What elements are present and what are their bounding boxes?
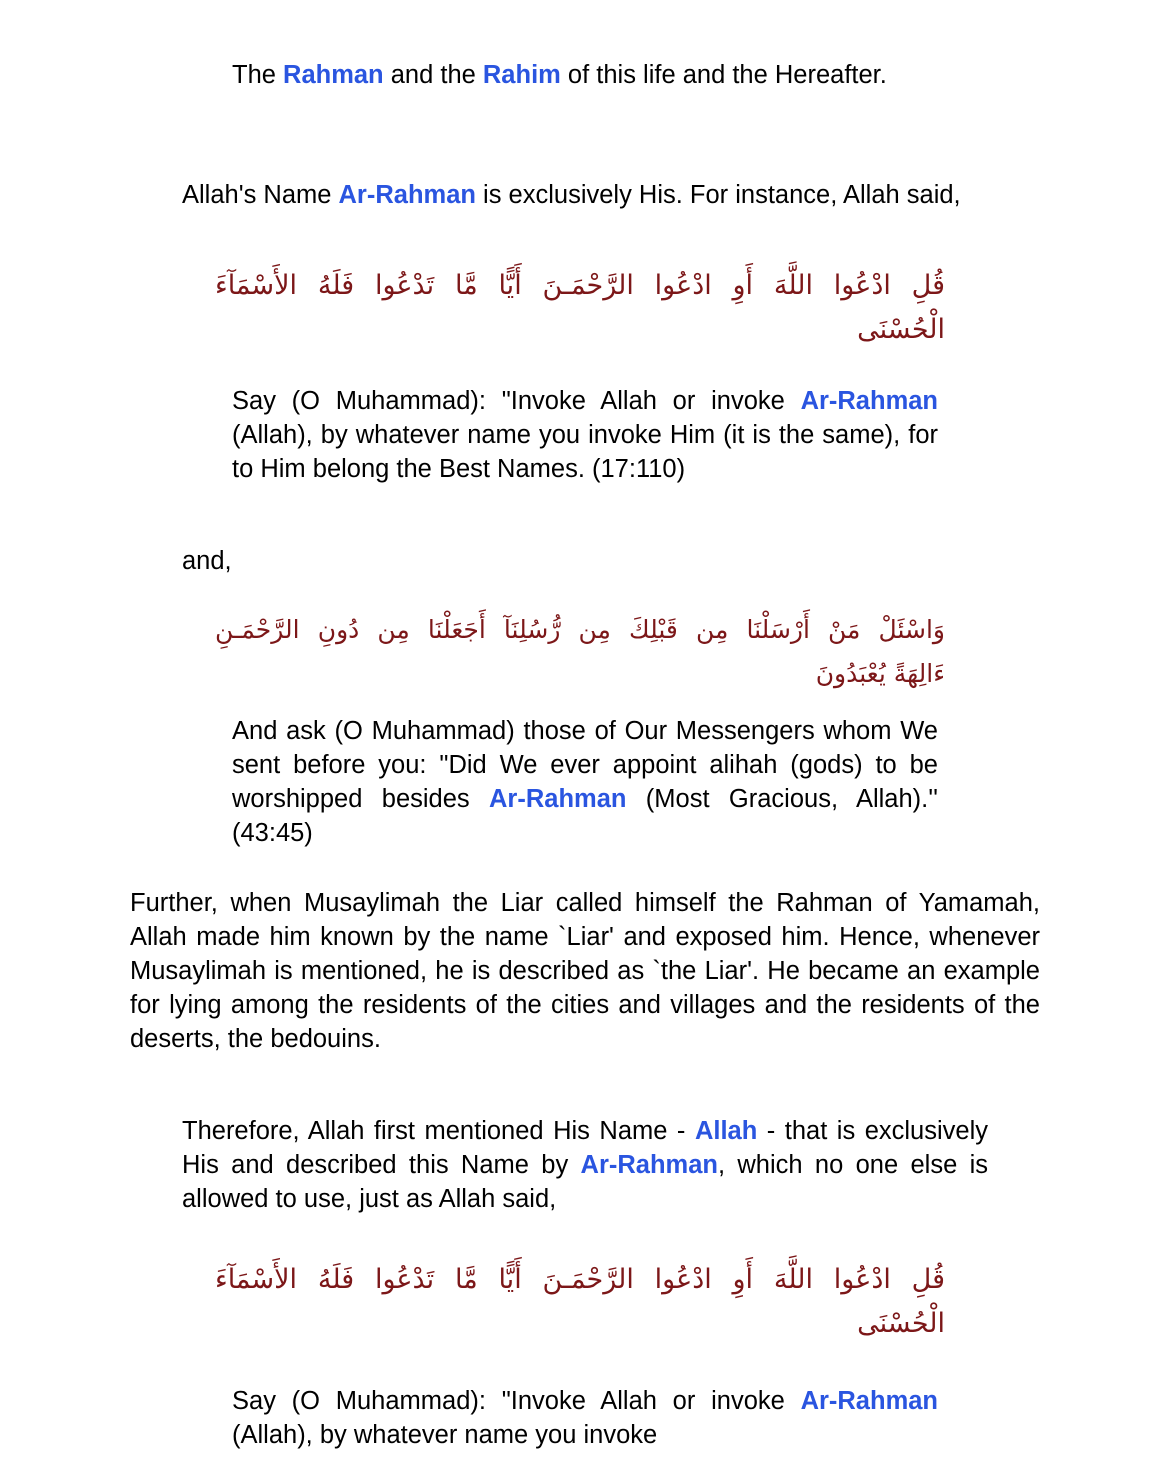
arabic-line: وَاسْئَلْ مَنْ أَرْسَلْنَا مِن قَبْلِكَ مِن رُّسُلِنَآ أَجَعَلْنَا مِن دُونِ الرَّحْمَـنِ: [215, 615, 945, 644]
text-run: And ask (O Muhammad) those of Our Messengers whom We sent before you: "Did We ever appoint alihah (gods) to be worshipped besides: [232, 717, 938, 813]
text-run: , which no one else is allowed to use, just as Allah said,: [182, 1151, 988, 1213]
arabic-line: قُلِ ادْعُوا اللَّهَ أَوِ ادْعُوا الرَّحْمَـنَ أَيًّا مَّا تَدْعُوا فَلَهُ الأَسْمَآءَ: [215, 1264, 945, 1295]
paragraph-musaylimah: [130, 886, 1040, 1056]
highlight-ar-rahman: Ar-Rahman: [800, 387, 938, 415]
arabic-line: الْحُسْنَى: [857, 1308, 945, 1339]
text-run: of this life and the Hereafter.: [560, 61, 887, 89]
paragraph-translation-17-110-second: [232, 1384, 938, 1452]
paragraph-allahs-name: [182, 178, 988, 212]
quran-verse-17-110-second: [215, 1258, 945, 1346]
paragraph-translation-17-110-first: [232, 384, 938, 486]
text-run: (Allah), by whatever name you invoke: [232, 1421, 658, 1449]
arabic-line: ءَالِهَةً يُعْبَدُونَ: [815, 659, 945, 688]
text-run: Allah's Name: [182, 181, 339, 209]
paragraph-and-connector: [182, 544, 988, 578]
text-run: Say (O Muhammad): "Invoke Allah or invoke: [232, 1387, 801, 1415]
arabic-line: قُلِ ادْعُوا اللَّهَ أَوِ ادْعُوا الرَّحْمَـنَ أَيًّا مَّا تَدْعُوا فَلَهُ الأَسْمَآءَ: [215, 270, 945, 301]
text-run: and,: [182, 547, 232, 575]
quran-verse-43-45: [215, 608, 945, 696]
paragraph-translation-43-45: [232, 714, 938, 850]
highlight-ar-rahman: Ar-Rahman: [580, 1151, 718, 1179]
arabic-line: الْحُسْنَى: [857, 314, 945, 345]
highlight-rahim: Rahim: [482, 61, 561, 89]
paragraph-therefore: [182, 1114, 988, 1216]
text-run: is exclusively His. For instance, Allah said,: [475, 181, 961, 209]
text-run: Further, when Musaylimah the Liar called himself the Rahman of Yamamah, Allah made him known by the name `Liar' and exposed him. Hence, whenever Musaylimah is mentioned, he is described as `the Liar'. He became an example for lying among the residents of the cities and villages and the residents of the deserts, the bedouins.: [130, 889, 1040, 1053]
text-run: Therefore, Allah first mentioned His Name -: [182, 1117, 695, 1145]
highlight-ar-rahman: Ar-Rahman: [338, 181, 476, 209]
highlight-allah: Allah: [694, 1117, 758, 1145]
text-run: - that is exclusively His and described this Name by: [182, 1117, 989, 1179]
highlight-ar-rahman: Ar-Rahman: [800, 1387, 938, 1415]
paragraph-intro: [232, 58, 938, 92]
text-run: Say (O Muhammad): "Invoke Allah or invoke: [232, 387, 801, 415]
text-run: The: [232, 61, 284, 89]
highlight-ar-rahman: Ar-Rahman: [489, 785, 627, 813]
text-run: and the: [383, 61, 483, 89]
highlight-rahman: Rahman: [283, 61, 384, 89]
text-run: (Most Gracious, Allah).'' (43:45): [232, 785, 938, 847]
text-run: (Allah), by whatever name you invoke Him (it is the same), for to Him belong the Best Names. (17:110): [232, 421, 938, 483]
quran-verse-17-110-first: [215, 264, 945, 352]
